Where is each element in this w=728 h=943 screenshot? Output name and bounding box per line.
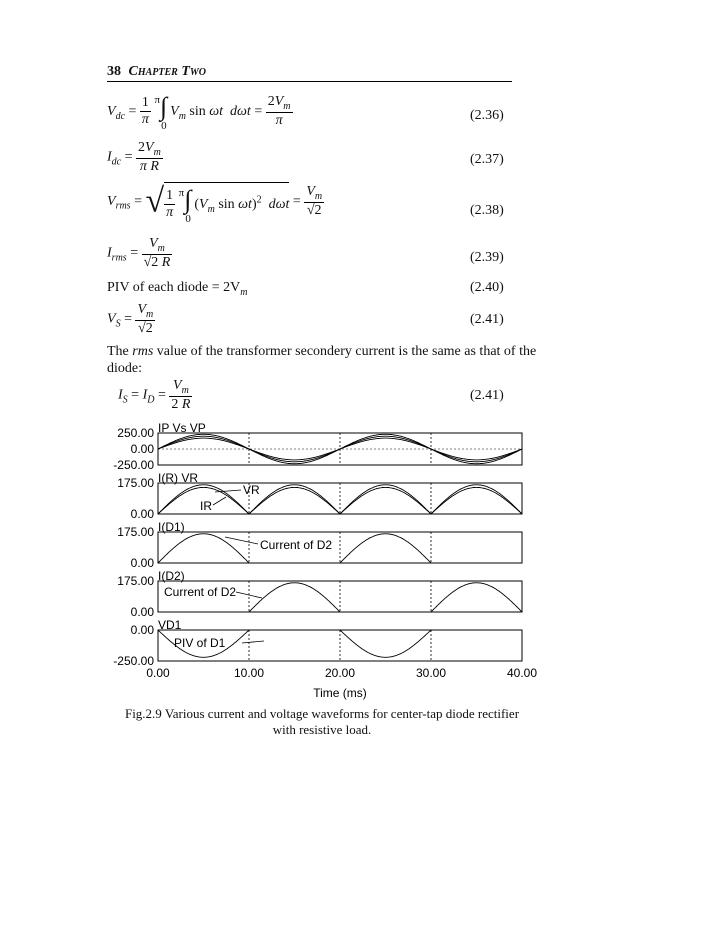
paragraph-prefix: The — [107, 344, 133, 359]
panel-legend: I(D2) — [158, 569, 185, 583]
panel-legend: I(R) VR — [158, 471, 198, 485]
y-tick-label: 175.00 — [117, 476, 154, 490]
equation-2-37: $I_{dc}$ = $\frac{2V_m}{\text{π R}}$ — [107, 140, 161, 174]
x-axis-label: Time (ms) — [313, 686, 367, 700]
annotation-label: PIV of D1 — [174, 636, 226, 650]
piv-text: PIV of each diode = 2V — [107, 280, 241, 295]
y-tick-label: 175.00 — [117, 525, 154, 539]
equation-2-36: $V_{dc}$ = $\frac{1}{\pi}$ $^\pi\int_0$ $V_m$ sin ωt dωt = $\frac{2V_m}{\pi}$ — [107, 92, 291, 132]
annotation-label: VR — [243, 483, 260, 497]
chapter-title: Chapter Two — [128, 64, 207, 79]
equation-number: (2.36) — [470, 108, 504, 123]
paragraph-suffix: value of the transformer secondery current is the same as that of the diode: — [107, 344, 537, 376]
equation-number: (2.40) — [470, 280, 504, 295]
panel-legend: IP Vs VP — [158, 421, 206, 435]
panel-legend: VD1 — [158, 618, 182, 632]
caption-line-2: with resistive load. — [272, 722, 372, 737]
annotation-arrow — [213, 497, 226, 505]
x-tick-label: 20.00 — [324, 666, 356, 680]
annotation-label: IR — [200, 499, 212, 513]
annotation-arrow — [225, 537, 258, 544]
annotation-label: Current of D2 — [164, 585, 237, 599]
equation-2-41: $V_S$ = $\frac{V_m}{√2}$ — [107, 302, 154, 336]
y-tick-label: -250.00 — [113, 458, 154, 472]
equation-number: (2.37) — [470, 152, 504, 167]
y-tick-label: 0.00 — [130, 623, 154, 637]
figure-caption — [112, 706, 532, 738]
equation-number: (2.39) — [470, 250, 504, 265]
equation-number: (2.41) — [470, 312, 504, 327]
x-tick-label: 30.00 — [415, 666, 447, 680]
annotation-arrow — [242, 641, 264, 643]
piv-subscript: m — [240, 286, 248, 298]
x-tick-label: 40.00 — [506, 666, 538, 680]
y-tick-label: 175.00 — [117, 574, 154, 588]
equation-2-38: $V_{rms}$ = √ $\frac{1}{\pi}$ $^\pi\int_0$ ($V_m$ sin ωt)$^2$ dωt = $\frac{V_m}{√2}$ — [107, 182, 323, 225]
equation-2-39: $I_{rms}$ = $\frac{V_m}{√2 R}$ — [107, 236, 171, 270]
panel-legend: I(D1) — [158, 520, 185, 534]
equation-number: (2.38) — [470, 203, 504, 218]
y-tick-label: 0.00 — [130, 507, 154, 521]
equation-number: (2.41) — [470, 388, 504, 403]
annotation-label: Current of D2 — [260, 538, 333, 552]
x-tick-label: 0.00 — [146, 666, 170, 680]
y-tick-label: 0.00 — [130, 442, 154, 456]
x-tick-label: 10.00 — [233, 666, 265, 680]
y-tick-label: 250.00 — [117, 426, 154, 440]
paragraph-italic: rms — [132, 344, 154, 359]
equation-2-41b: $I_S = I_D$ = $\frac{V_m}{2 R}$ — [118, 378, 191, 412]
y-tick-label: -250.00 — [113, 654, 154, 668]
y-tick-label: 0.00 — [130, 556, 154, 570]
caption-line-1: Fig.2.9 Various current and voltage waveforms for center-tap diode rectifier — [124, 706, 520, 721]
page-number: 38 — [107, 64, 121, 79]
y-tick-label: 0.00 — [130, 605, 154, 619]
